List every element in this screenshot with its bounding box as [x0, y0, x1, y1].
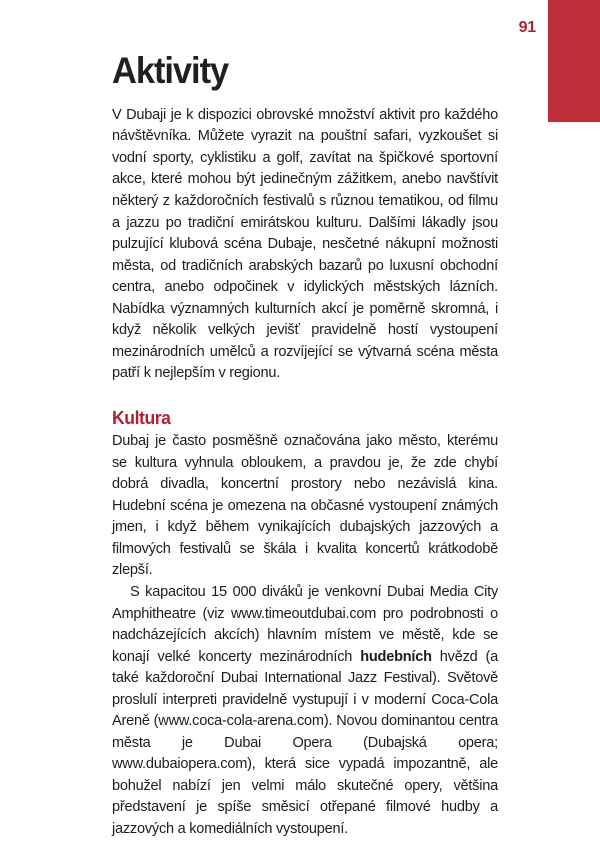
section-heading-kultura: Kultura — [112, 406, 171, 428]
kultura-paragraph-2 — [112, 582, 498, 841]
red-edge-bar-decoration — [548, 0, 600, 122]
intro-paragraph: V Dubaji je k dispozici obrovské množství aktivit pro každého návštěvníka. Můžete vyrazit na pouštní safari, vyzkoušet si vodní sporty, cyklistiku a golf, zavítat na špičkové sportovní akce, které mohou být jedinečným zážitkem, anebo navštívit některý z každoročních festivalů s různou tematikou, od filmu a jazzu po tradiční emirátskou kulturu. Dalšími lákadly jsou pulzující klubová scéna Dubaje, nesčetné nákupní možnosti města, od tradičních arabských bazarů po luxusní obchodní centra, anebo odpočinek v idylických městských lázních. Nabídka významných kulturních akcí je poměrně skromná, i když několik velkých jevišť pravidelně hostí vystoupení mezinárodních umělců a rozvíjející se výtvarná scéna města patří k nejlepším v regionu. — [112, 106, 498, 382]
kultura-paragraph-1: Dubaj je často posměšně označována jako město, kterému se kultura vyhnula obloukem, a pravdou je, že zde chybí dobrá divadla, koncertní prostory nebo nezávislá kina. Hudební scéna je omezena na občasné vystoupení známých jmen, i když během vynikajících dubajských jazzových a filmových festivalů se škála i kvalita koncertů krátkodobě zlepší. — [112, 433, 498, 579]
page-number: 91 — [518, 19, 536, 36]
kultura-paragraph-2-tail: hvězd (a také každoroční Dubai International Jazz Festival). Světově proslulí interpreti pravidelně vystupují i v moderní Coca-Cola Areně (www.coca-cola-arena.com). Novou dominantou centra města je Dubai Opera (Dubajská opera; www.dubaiopera.com), která sice vypadá impozantně, ale bohužel nabízí jen velmi málo skutečné opery, většina představení je spíše směsicí otřepané filmové hudby a jazzových a komediálních vystoupení. — [112, 648, 499, 837]
kultura-paragraph-2-lead: S kapacitou 15 000 diváků je venkovní Dubai Media City Amphitheatre (viz www.timeoutdubai.com pro podrobnosti o nadcházejících akcích) hlavním místem ve městě, kde se konají velké koncerty mezinárodních — [112, 583, 498, 665]
chapter-title: Aktivity — [112, 50, 229, 91]
kultura-paragraph-2-emphasis: hudebních — [360, 648, 432, 665]
page-content-column — [112, 52, 498, 841]
